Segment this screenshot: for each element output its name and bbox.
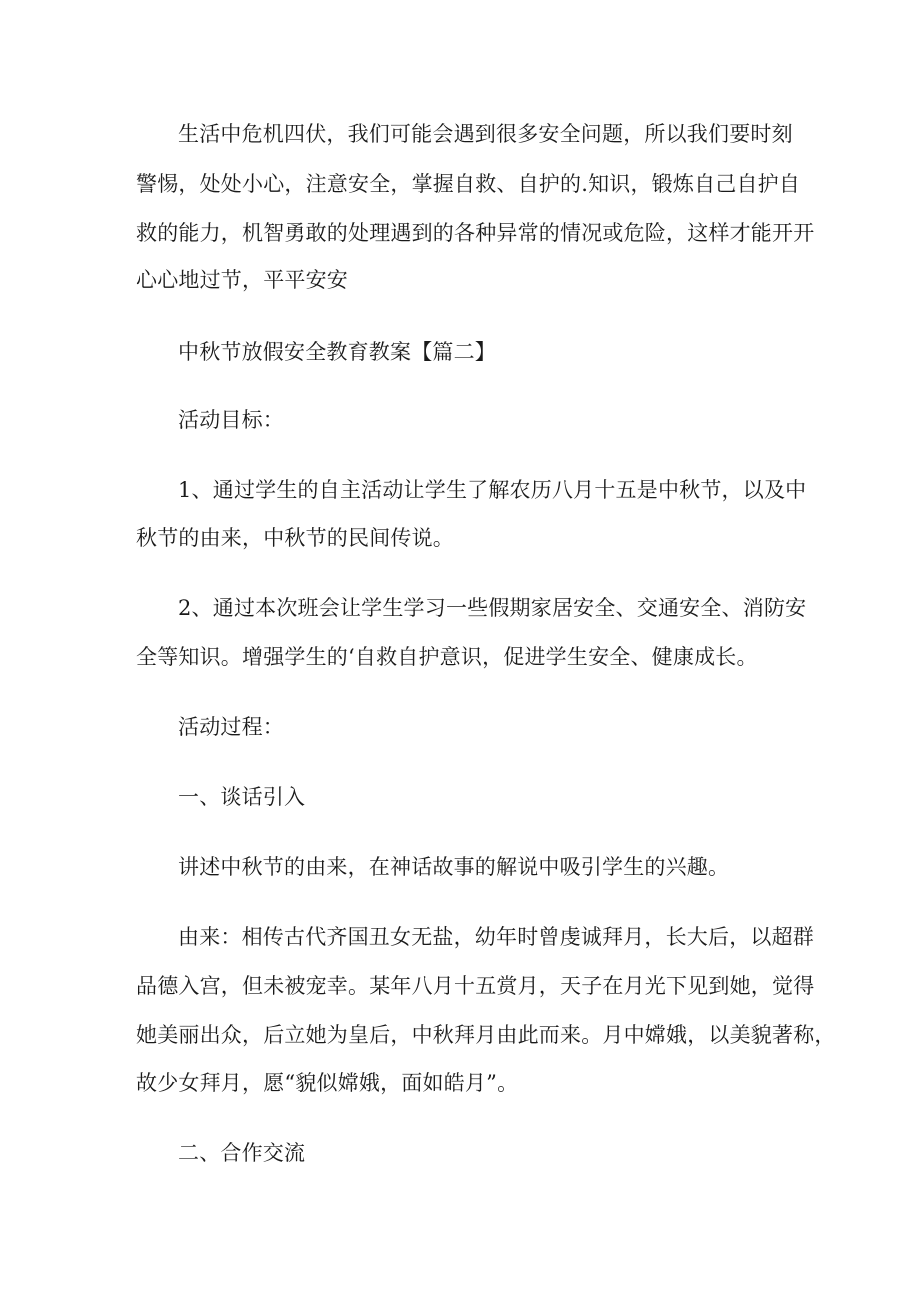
origin-story-line-4: 故少女拜月，愿“貌似嫦娥，面如皓月”。: [136, 1071, 519, 1095]
section-title: 中秋节放假安全教育教案【篇二】: [178, 340, 496, 364]
objective-2-line-2: 全等知识。增强学生的‘自救自护意识，促进学生安全、健康成长。: [136, 645, 758, 669]
objective-1-line-2: 秋节的由来，中秋节的民间传说。: [136, 526, 454, 550]
origin-story-line-3: 她美丽出众，后立她为皇后，中秋拜月由此而来。月中嫦娥，以美貌著称，: [136, 1023, 836, 1047]
origin-story-line-1: 由来：相传古代齐国丑女无盐，幼年时曾虔诚拜月，长大后，以超群: [178, 925, 814, 949]
process-heading: 活动过程：: [178, 715, 284, 739]
intro-line-4: 心心地过节，平平安安: [136, 268, 348, 292]
intro-line-3: 救的能力，机智勇敢的处理遇到的各种异常的情况或危险，这样才能开开: [136, 221, 815, 245]
step-1-heading: 一、谈话引入: [178, 785, 306, 809]
intro-line-1: 生活中危机四伏，我们可能会遇到很多安全问题，所以我们要时刻: [178, 122, 793, 146]
step-1-text: 讲述中秋节的由来，在神话故事的解说中吸引学生的兴趣。: [178, 855, 730, 879]
objective-1-line-1: 1、通过学生的自主活动让学生了解农历八月十五是中秋节，以及中: [178, 478, 807, 502]
objective-2-line-1: 2、通过本次班会让学生学习一些假期家居安全、交通安全、消防安: [178, 596, 807, 620]
objectives-heading: 活动目标：: [178, 408, 284, 432]
origin-story-line-2: 品德入宫，但未被宠幸。某年八月十五赏月，天子在月光下见到她，觉得: [136, 974, 815, 998]
intro-line-2: 警惕，处处小心，注意安全，掌握自救、自护的.知识，锻炼自己自护自: [136, 172, 801, 196]
step-2-heading: 二、合作交流: [178, 1141, 306, 1165]
